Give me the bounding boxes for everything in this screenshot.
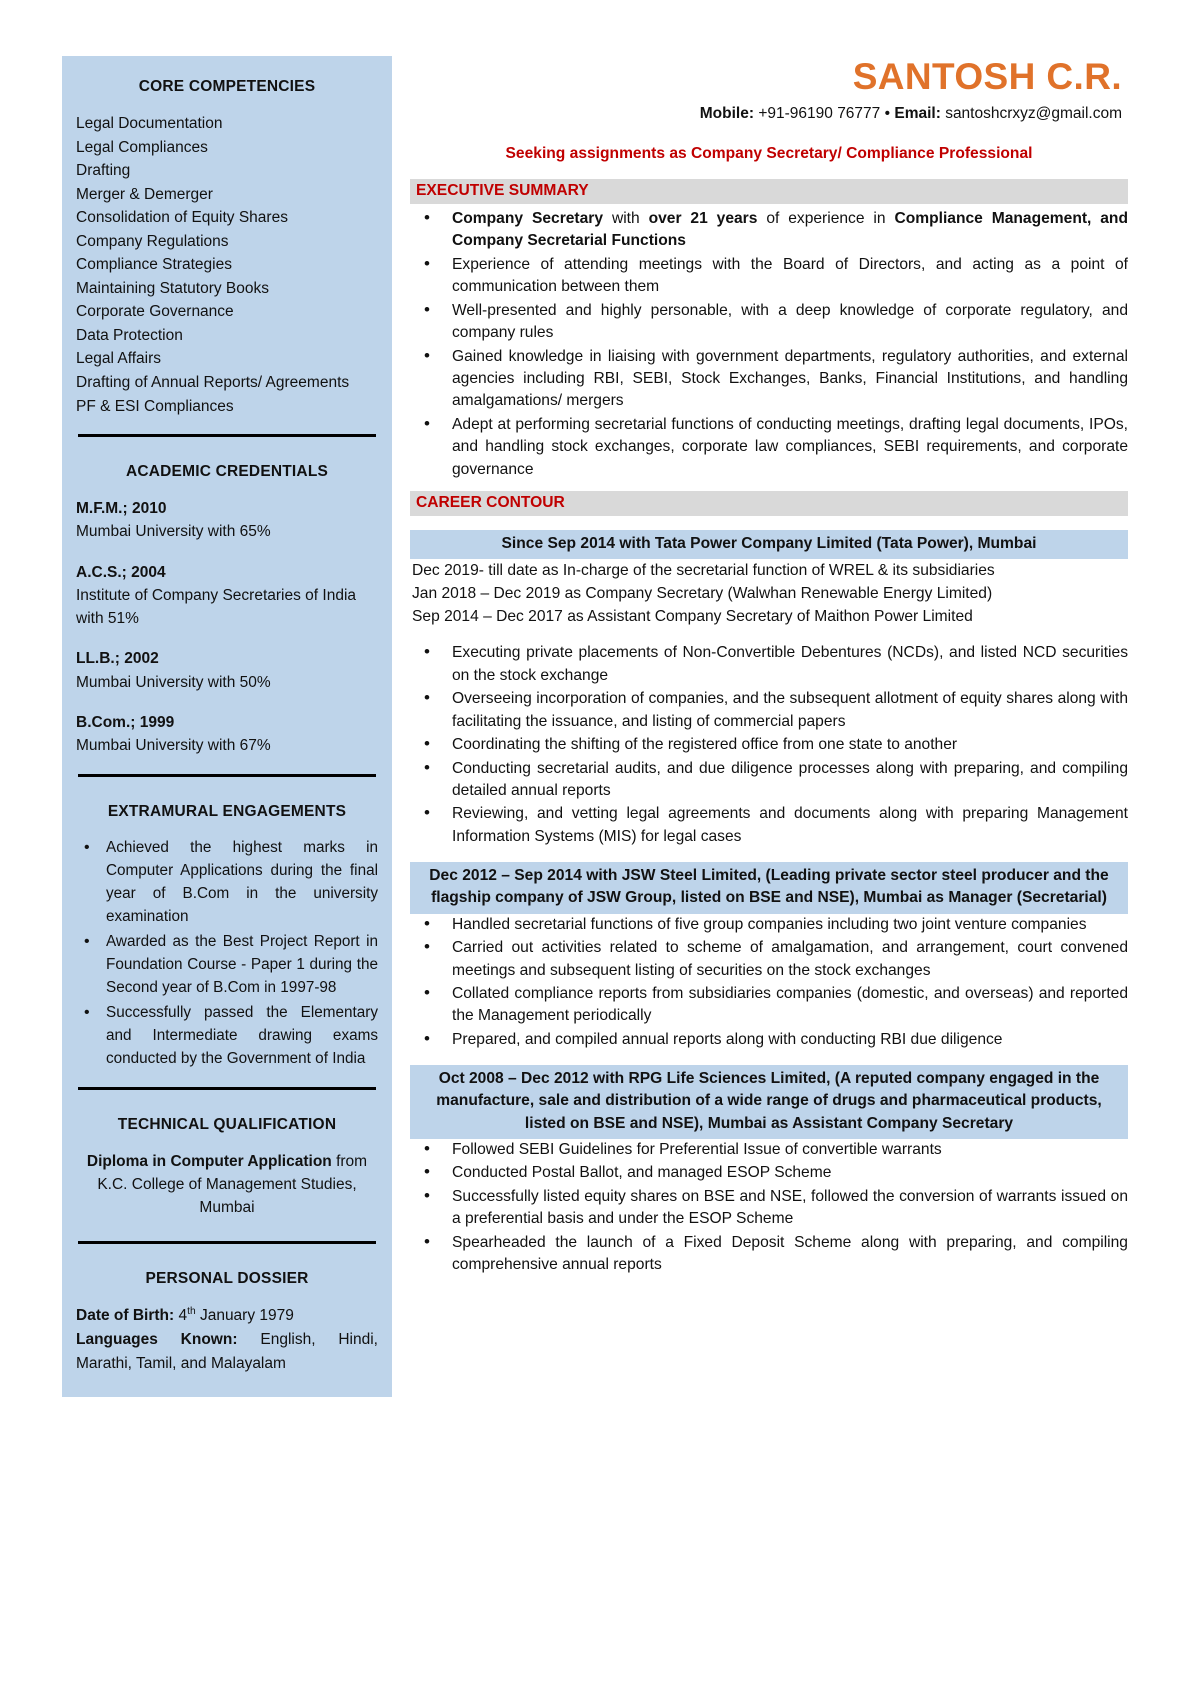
job-bullets — [410, 1139, 1128, 1277]
competency-item: Merger & Demerger — [76, 185, 213, 203]
degree-name: A.C.S.; 2004 — [76, 563, 166, 581]
extramural-list — [76, 837, 378, 1070]
bullet-text: Adept at performing secretarial functions of conducting meetings, drafting legal documents, IPOs, and handling stock exchanges, corporate law compliances, SEBI requirements, and corporate governance — [452, 415, 1128, 478]
degree-name: M.F.M.; 2010 — [76, 500, 167, 518]
email-value[interactable]: santoshcrxyz@gmail.com — [945, 104, 1122, 122]
competency-item: Company Regulations — [76, 232, 229, 250]
competency-item: Legal Documentation — [76, 115, 223, 132]
competency-item: Legal Compliances — [76, 138, 208, 156]
job-role-line: Dec 2019- till date as In-charge of the secretarial function of WREL & its subsidiaries — [412, 562, 995, 580]
academic-entries-list — [76, 497, 378, 757]
degree-name: B.Com.; 1999 — [76, 713, 175, 731]
divider — [78, 1241, 376, 1244]
summary-bullet — [410, 346, 1128, 413]
divider — [78, 1087, 376, 1090]
job-title-band: Oct 2008 – Dec 2012 with RPG Life Sciences Limited, (A reputed company engaged in the manufacture, sale and distribution of a wide range of drugs and pharmaceutical products, listed on BSE and NSE), Mumbai as Assistant Company Secretary — [410, 1065, 1128, 1138]
personal-dossier-text — [76, 1304, 378, 1375]
job-bullets — [410, 914, 1128, 1052]
core-competencies-heading: CORE COMPETENCIES — [138, 78, 316, 95]
competency-item: Data Protection — [76, 326, 183, 344]
job-bullet: • Spearheaded the launch of a Fixed Deposit Scheme along with preparing, and compiling comprehensive annual reports — [410, 1232, 1128, 1277]
career-contour-heading: CAREER CONTOUR — [410, 491, 1128, 516]
summary-bullet — [410, 254, 1128, 299]
job-bullet: • Followed SEBI Guidelines for Preferential Issue of convertible warrants — [410, 1139, 1128, 1161]
job-bullet: • Coordinating the shifting of the registered office from one state to another — [410, 734, 1128, 756]
mobile-value: +91-96190 76777 — [758, 104, 881, 122]
divider — [78, 434, 376, 437]
degree-institute: Mumbai University with 65% — [76, 523, 271, 541]
bullet-text: of experience in — [757, 209, 895, 227]
extramural-item: • Awarded as the Best Project Report in Foundation Course - Paper 1 during the Second year of B.Com in 1997-98 — [76, 931, 378, 1000]
extramural-engagements-heading: EXTRAMURAL ENGAGEMENTS — [107, 803, 347, 821]
summary-bullet — [410, 414, 1128, 481]
competency-item: Drafting — [76, 162, 131, 180]
job-bullet: • Collated compliance reports from subsidiaries companies (domestic, and overseas) and reported the Management periodically — [410, 983, 1128, 1028]
competency-item: Corporate Governance — [76, 303, 234, 321]
main-content — [392, 56, 1128, 1397]
extramural-item: • Achieved the highest marks in Computer Applications during the final year of B.Com in the university examination — [76, 837, 378, 929]
competency-item: Consolidation of Equity Shares — [76, 209, 288, 227]
bullet-emphasis: over 21 years — [648, 209, 758, 227]
technical-qualification-heading: TECHNICAL QUALIFICATION — [117, 1115, 337, 1133]
diploma-name: Diploma in Computer Application — [86, 1152, 332, 1170]
competency-item: Compliance Strategies — [76, 256, 232, 274]
extramural-item: • Successfully passed the Elementary and Intermediate drawing exams conducted by the Government of India — [76, 1002, 378, 1071]
job-role-line: Sep 2014 – Dec 2017 as Assistant Company Secretary of Maithon Power Limited — [412, 607, 973, 625]
competency-item: Drafting of Annual Reports/ Agreements — [76, 374, 350, 392]
job-bullet: • Handled secretarial functions of five group companies including two joint venture companies — [410, 914, 1128, 936]
contact-line — [410, 105, 1122, 123]
mobile-label: Mobile: — [699, 104, 755, 122]
degree-name: LL.B.; 2002 — [76, 650, 159, 668]
executive-summary-heading: EXECUTIVE SUMMARY — [410, 179, 1128, 204]
job-role-line: Jan 2018 – Dec 2019 as Company Secretary (Walwhan Renewable Energy Limited) — [412, 585, 993, 603]
bullet-text: Gained knowledge in liaising with government departments, regulatory authorities, and external agencies including RBI, SEBI, Stock Exchanges, Banks, Financial Institutions, and handling amalgamations/ mergers — [452, 347, 1128, 410]
bullet-emphasis: Company Secretary — [452, 209, 604, 227]
personal-dossier-heading: PERSONAL DOSSIER — [145, 1270, 309, 1288]
diploma-institute: from K.C. College of Management Studies, Mumbai — [97, 1152, 368, 1217]
competency-item: PF & ESI Compliances — [76, 397, 234, 415]
dob-row — [76, 1304, 378, 1328]
job-bullet: • Prepared, and compiled annual reports along with conducting RBI due diligence — [410, 1029, 1128, 1051]
bullet-text: Experience of attending meetings with the Board of Directors, and acting as a point of communication between them — [452, 255, 1128, 296]
degree-institute: Institute of Company Secretaries of India with 51% — [76, 586, 357, 628]
academic-entry — [76, 497, 378, 544]
job-bullet: • Conducted Postal Ballot, and managed ESOP Scheme — [410, 1162, 1128, 1184]
bullet-emphasis: Compliance Management, and Company Secretarial Functions — [452, 209, 1128, 250]
technical-qualification-text — [76, 1150, 378, 1220]
job-bullet: • Overseeing incorporation of companies, and the subsequent allotment of equity shares along with facilitating the issuance, and listing of commercial papers — [410, 688, 1128, 733]
academic-entry — [76, 647, 378, 694]
job-bullet: • Reviewing, and vetting legal agreements and documents along with preparing Management Information Systems (MIS) for legal cases — [410, 803, 1128, 848]
career-jobs-container — [410, 530, 1128, 1276]
academic-credentials-heading: ACADEMIC CREDENTIALS — [125, 463, 329, 481]
summary-bullet — [410, 300, 1128, 345]
job-roles — [412, 560, 1128, 628]
languages-value: English, Hindi, Marathi, Tamil, and Malayalam — [76, 1331, 378, 1372]
languages-row — [76, 1328, 378, 1375]
bullet-text: with — [603, 209, 649, 227]
spacer — [410, 628, 1128, 642]
divider — [78, 774, 376, 777]
degree-institute: Mumbai University with 67% — [76, 737, 271, 755]
degree-institute: Mumbai University with 50% — [76, 673, 271, 691]
academic-entry — [76, 711, 378, 758]
dob-label: Date of Birth: — [76, 1307, 175, 1325]
summary-bullet — [410, 208, 1128, 253]
languages-label: Languages Known: — [76, 1331, 238, 1349]
bullet-text: Well-presented and highly personable, with a deep knowledge of corporate regulatory, and company rules — [452, 301, 1128, 342]
contact-separator: • — [884, 104, 891, 122]
dob-suffix: th — [187, 1306, 196, 1318]
job-bullet: • Executing private placements of Non-Convertible Debentures (NCDs), and listed NCD securities on the stock exchange — [410, 642, 1128, 687]
job-bullets — [410, 642, 1128, 848]
job-bullet: • Successfully listed equity shares on BSE and NSE, followed the conversion of warrants issued on a preferential basis and under the ESOP Scheme — [410, 1186, 1128, 1231]
dob-rest: January 1979 — [195, 1307, 294, 1325]
email-label: Email: — [894, 104, 941, 122]
objective-statement: Seeking assignments as Company Secretary/ Compliance Professional — [505, 144, 1033, 162]
job-title-band: Since Sep 2014 with Tata Power Company Limited (Tata Power), Mumbai — [410, 530, 1128, 559]
sidebar — [62, 56, 392, 1397]
competency-item: Maintaining Statutory Books — [76, 279, 269, 297]
job-bullet: • Carried out activities related to scheme of amalgamation, and arrangement, court convened meetings and subsequent listing of securities on the stock exchanges — [410, 937, 1128, 982]
job-title-band: Dec 2012 – Sep 2014 with JSW Steel Limited, (Leading private sector steel producer and the flagship company of JSW Group, listed on BSE and NSE), Mumbai as Manager (Secretarial) — [410, 862, 1128, 913]
competency-item: Legal Affairs — [76, 350, 162, 368]
academic-entry — [76, 561, 378, 631]
executive-summary-list — [410, 208, 1128, 481]
job-bullet: • Conducting secretarial audits, and due diligence processes along with preparing, and compiling detailed annual reports — [410, 758, 1128, 803]
dob-day: 4 — [178, 1307, 188, 1325]
candidate-name: SANTOSH C.R. — [852, 56, 1122, 97]
core-competencies-list — [76, 112, 378, 418]
